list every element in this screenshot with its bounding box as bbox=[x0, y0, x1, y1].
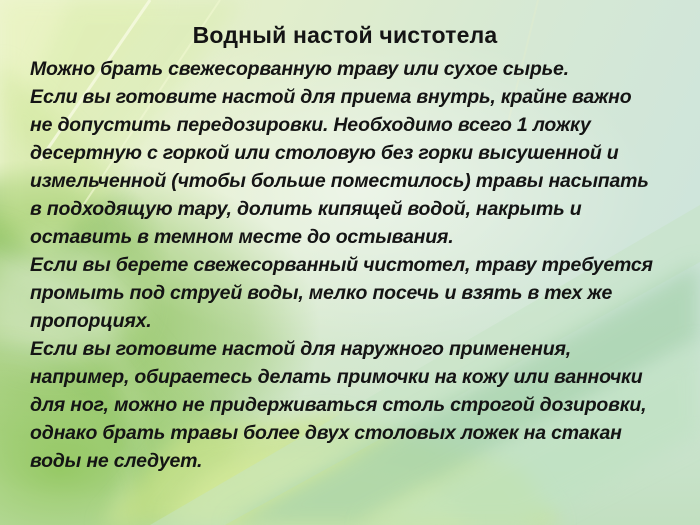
body-line: однако брать травы более двух столовых ложек на стакан bbox=[30, 422, 622, 444]
body-line: в подходящую тару, долить кипящей водой, накрыть и bbox=[30, 198, 582, 220]
body-line: измельченной (чтобы больше поместилось) травы насыпать bbox=[30, 170, 649, 192]
body-line: для ног, можно не придерживаться столь строгой дозировки, bbox=[30, 394, 647, 416]
body-line: промыть под струей воды, мелко посечь и взять в тех же bbox=[30, 282, 613, 304]
body-line: не допустить передозировки. Необходимо всего 1 ложку bbox=[30, 114, 591, 136]
body-line: Если вы готовите настой для наружного применения, bbox=[30, 338, 571, 360]
body-line: оставить в темном месте до остывания. bbox=[30, 226, 454, 248]
body-line: Можно брать свежесорванную траву или сухое сырье. bbox=[30, 58, 569, 80]
body-line: например, обираетесь делать примочки на кожу или ванночки bbox=[30, 366, 643, 388]
body-line: Если вы берете свежесорванный чистотел, траву требуется bbox=[30, 254, 653, 276]
body-line: пропорциях. bbox=[30, 310, 152, 332]
body-text bbox=[30, 55, 672, 475]
body-line: воды не следует. bbox=[30, 450, 203, 472]
body-line: Если вы готовите настой для приема внутрь, крайне важно bbox=[30, 86, 632, 108]
body-line: десертную с горкой или столовую без горки высушенной и bbox=[30, 142, 619, 164]
slide-title: Водный настой чистотела bbox=[192, 22, 498, 48]
